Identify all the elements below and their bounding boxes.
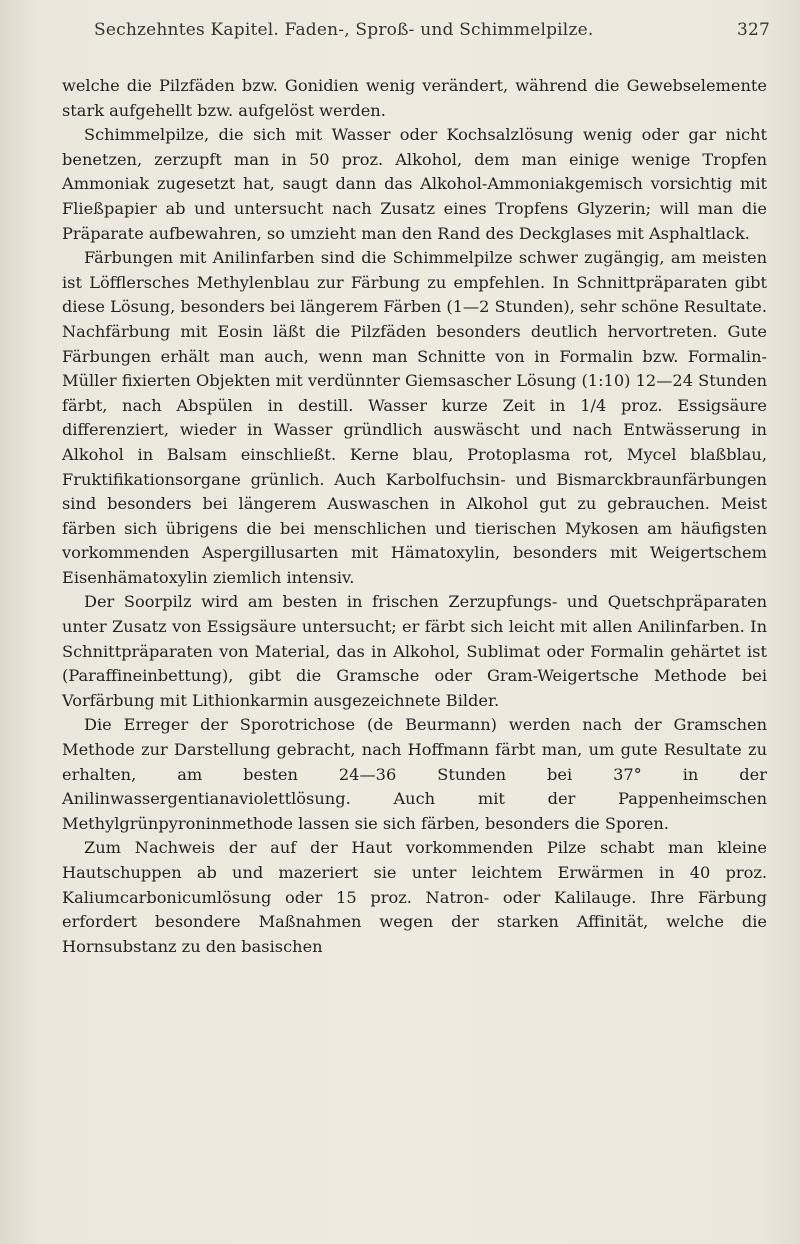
paragraph-4: Der Soorpilz wird am besten in frischen Zerzupfungs- und Quetschpräparaten unter Zusatz von Essigsäure untersucht; er färbt sich leicht mit allen Anilinfarben. In Schnittpräparaten von Material, das in Alkohol, Sublimat oder Formalin gehärtet ist (Paraffineinbettung), gibt die Gramsche oder Gram-Weigertsche Methode bei Vorfärbung mit Lithionkarmin ausgezeichnete Bilder. — [62, 592, 767, 710]
running-title: Sechzehntes Kapitel. Faden-, Sproß- und Schimmelpilze. — [94, 20, 594, 40]
body-text — [62, 74, 767, 959]
running-header — [94, 20, 770, 40]
paragraph-2: Schimmelpilze, die sich mit Wasser oder Kochsalzlösung wenig oder gar nicht benetzen, zerzupft man in 50 proz. Alkohol, dem man einige wenige Tropfen Ammoniak zugesetzt hat, saugt dann das Alkohol-Ammoniakgemisch vorsichtig mit Fließpapier ab und untersucht nach Zusatz eines Tropfens Glyzerin; will man die Präparate aufbewahren, so umzieht man den Rand des Deckglases mit Asphaltlack. — [62, 125, 767, 243]
paragraph-1: welche die Pilzfäden bzw. Gonidien wenig verändert, während die Gewebselemente stark aufgehellt bzw. aufgelöst werden. — [62, 76, 767, 120]
paragraph-6: Zum Nachweis der auf der Haut vorkommenden Pilze schabt man kleine Hautschuppen ab und mazeriert sie unter leichtem Erwärmen in 40 proz. Kaliumcarbonicumlösung oder 15 proz. Natron- oder Kalilauge. Ihre Färbung erfordert besondere Maßnahmen wegen der starken Affinität, welche die Hornsubstanz zu den basischen — [62, 838, 767, 956]
paragraph-3: Färbungen mit Anilinfarben sind die Schimmelpilze schwer zugängig, am meisten ist Löfflersches Methylenblau zur Färbung zu empfehlen. In Schnittpräparaten gibt diese Lösung, besonders bei längerem Färben (1—2 Stunden), sehr schöne Resultate. Nachfärbung mit Eosin läßt die Pilzfäden besonders deutlich hervortreten. Gute Färbungen erhält man auch, wenn man Schnitte von in Formalin bzw. Formalin-Müller fixierten Objekten mit verdünnter Giemsascher Lösung (1:10) 12—24 Stunden färbt, nach Abspülen in destill. Wasser kurze Zeit in 1/4 proz. Essigsäure differenziert, wieder in Wasser gründlich auswäscht und nach Entwässerung in Alkohol in Balsam einschließt. Kerne blau, Protoplasma rot, Mycel blaßblau, Fruktifikationsorgane grünlich. Auch Karbolfuchsin- und Bismarckbraunfärbungen sind besonders bei längerem Auswaschen in Alkohol gut zu gebrauchen. Meist färben sich übrigens die bei menschlichen und tierischen Mykosen am häufigsten vorkommenden Aspergillusarten mit Hämatoxylin, besonders mit Weigertschem Eisenhämatoxylin ziemlich intensiv. — [62, 248, 767, 587]
paragraph-5: Die Erreger der Sporotrichose (de Beurmann) werden nach der Gramschen Methode zur Darstellung gebracht, nach Hoffmann färbt man, um gute Resultate zu erhalten, am besten 24—36 Stunden bei 37° in der Anilinwassergentianaviolettlösung. Auch mit der Pappenheimschen Methylgrünpyroninmethode lassen sie sich färben, besonders die Sporen. — [62, 715, 767, 833]
page-number: 327 — [736, 20, 770, 40]
